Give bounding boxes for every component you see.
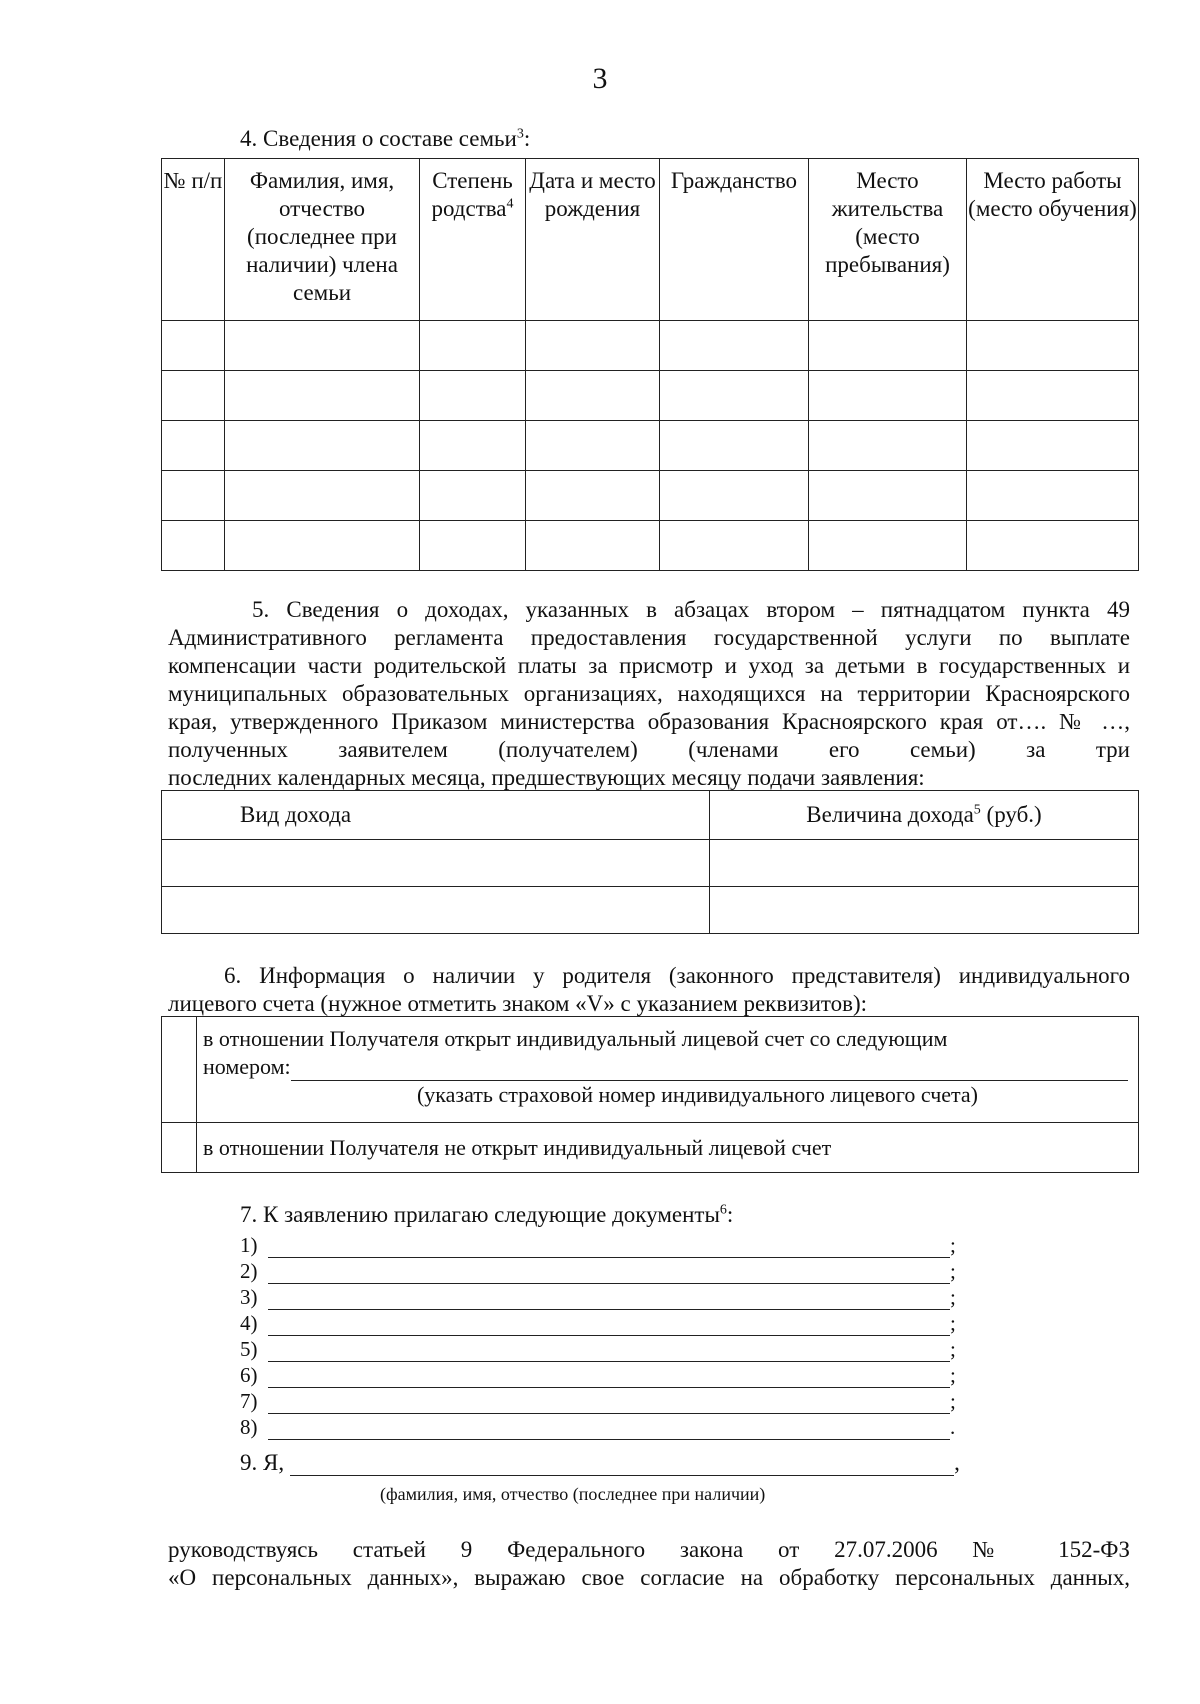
section6-paragraph: 6. Информация о наличии у родителя (законного представителя) индивидуального bbox=[224, 963, 1130, 988]
checkbox-account-not-open[interactable] bbox=[162, 1123, 197, 1173]
document-field[interactable] bbox=[268, 1421, 950, 1440]
list-item: 1) ; bbox=[240, 1233, 956, 1257]
col-number: № п/п bbox=[162, 159, 225, 321]
list-item: 8) . bbox=[240, 1415, 956, 1439]
account-number-field[interactable] bbox=[291, 1058, 1128, 1081]
account-number-hint: (указать страховой номер индивидуального лицевого счета) bbox=[416, 1082, 979, 1107]
section6-paragraph-end: лицевого счета (нужное отметить знаком «V» с указанием реквизитов): bbox=[168, 991, 868, 1016]
list-item: 6) ; bbox=[240, 1363, 956, 1387]
section5-paragraph-end: последних календарных месяца, предшествующих месяцу подачи заявления: bbox=[168, 765, 925, 790]
option-account-open: в отношении Получателя открыт индивидуальный лицевой счет со следующим bbox=[203, 1026, 948, 1051]
col-full-name: Фамилия, имя, отчество (последнее при наличии) члена семьи bbox=[225, 159, 420, 321]
footnote-ref: 3 bbox=[516, 126, 524, 142]
list-item: 3) ; bbox=[240, 1285, 956, 1309]
document-field[interactable] bbox=[268, 1239, 950, 1258]
documents-list bbox=[240, 1232, 956, 1440]
col-citizenship: Гражданство bbox=[660, 159, 809, 321]
full-name-hint: (фамилия, имя, отчество (последнее при наличии) bbox=[380, 1484, 766, 1504]
list-item: 2) ; bbox=[240, 1259, 956, 1283]
family-table bbox=[161, 158, 1139, 571]
section4-title: 4. Сведения о составе семьи$^3$: bbox=[240, 126, 531, 151]
col-income-type: Вид дохода bbox=[162, 791, 710, 840]
section7-title: 7. К заявлению прилагаю следующие документы$^6$: bbox=[240, 1202, 734, 1227]
section9-name-line: 9. Я, , bbox=[240, 1450, 960, 1475]
page-number: 3 bbox=[592, 62, 608, 95]
list-item: 4) ; bbox=[240, 1311, 956, 1335]
table-row[interactable] bbox=[162, 887, 1139, 934]
list-item: 5) ; bbox=[240, 1337, 956, 1361]
consent-line-1: руководствуясь статьей 9 Федерального закона от 27.07.2006 № 152-ФЗ bbox=[168, 1537, 1130, 1562]
col-income-amount: Величина дохода$^5$ (руб.) bbox=[710, 791, 1139, 840]
income-table bbox=[161, 790, 1139, 934]
col-residence: Место жительства (место пребывания) bbox=[809, 159, 967, 321]
col-work: Место работы (место обучения) bbox=[967, 159, 1139, 321]
document-field[interactable] bbox=[268, 1265, 950, 1284]
section5-paragraph: 5. Сведения о доходах, указанных в абзацах втором – пятнадцатом пункта 49 Административного регламента предоставления государственной услуги по выплате компенсации части родительской платы за присмотр и уход за детьми в государственных и муниципальных образовательных организациях, находящихся на территории Красноярского края, утвержденного Приказом министерства образования Красноярского края от…. № …, полученных заявителем (получателем) (членами его семьи) за три bbox=[168, 597, 1130, 762]
option-account-not-open: в отношении Получателя не открыт индивидуальный лицевой счет bbox=[197, 1123, 1139, 1173]
list-item: 7) ; bbox=[240, 1389, 956, 1413]
table-row[interactable] bbox=[162, 421, 1139, 471]
table-row[interactable] bbox=[162, 471, 1139, 521]
document-field[interactable] bbox=[268, 1369, 950, 1388]
document-field[interactable] bbox=[268, 1395, 950, 1414]
document-field[interactable] bbox=[268, 1317, 950, 1336]
table-row[interactable] bbox=[162, 321, 1139, 371]
table-row[interactable] bbox=[162, 521, 1139, 571]
account-table: в отношении Получателя открыт индивидуальный лицевой счет со следующим номером: (указать страховой номер индивидуального лицевого счета) в отношении Получателя не открыт индивидуальный лицевой счет bbox=[161, 1016, 1139, 1173]
full-name-field[interactable] bbox=[290, 1455, 954, 1476]
document-field[interactable] bbox=[268, 1343, 950, 1362]
col-birth: Дата и место рождения bbox=[526, 159, 660, 321]
table-row[interactable] bbox=[162, 840, 1139, 887]
table-row[interactable] bbox=[162, 371, 1139, 421]
col-relation: Степень родства$^4$ bbox=[420, 159, 526, 321]
checkbox-account-open[interactable] bbox=[162, 1017, 197, 1123]
consent-line-2: «О персональных данных», выражаю свое согласие на обработку персональных данных, bbox=[168, 1565, 1130, 1590]
document-field[interactable] bbox=[268, 1291, 950, 1310]
